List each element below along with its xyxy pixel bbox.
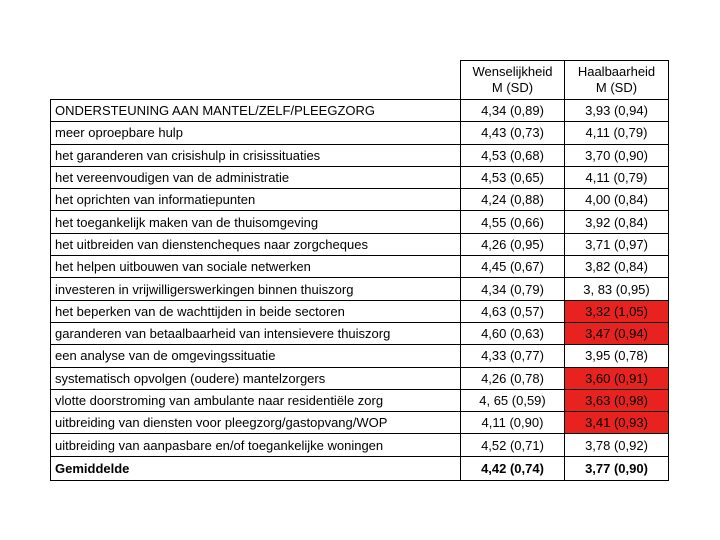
- row-label: het uitbreiden van dienstencheques naar zorgcheques: [51, 233, 461, 255]
- row-label: het toegankelijk maken van de thuisomgeving: [51, 211, 461, 233]
- haalbaarheid-value: 3,71 (0,97): [565, 233, 669, 255]
- table-body: [51, 100, 669, 457]
- wenselijkheid-value: 4,55 (0,66): [461, 211, 565, 233]
- table-row: [51, 322, 669, 344]
- row-label: uitbreiding van aanpasbare en/of toegankelijke woningen: [51, 434, 461, 456]
- haalbaarheid-value: 3,47 (0,94): [565, 322, 669, 344]
- row-label: garanderen van betaalbaarheid van intensievere thuiszorg: [51, 322, 461, 344]
- table-row: [51, 278, 669, 300]
- haalbaarheid-value: 3,41 (0,93): [565, 412, 669, 434]
- table-row: [51, 367, 669, 389]
- row-label: het beperken van de wachttijden in beide sectoren: [51, 300, 461, 322]
- header-wenselijkheid: [461, 61, 565, 100]
- wenselijkheid-value: 4,33 (0,77): [461, 345, 565, 367]
- haalbaarheid-value: 3,95 (0,78): [565, 345, 669, 367]
- table-row: [51, 256, 669, 278]
- average-label: Gemiddelde: [51, 456, 461, 480]
- wenselijkheid-value: 4,26 (0,78): [461, 367, 565, 389]
- header-haalbaarheid: [565, 61, 669, 100]
- wenselijkheid-value: 4,34 (0,89): [461, 100, 565, 122]
- haalbaarheid-value: 3,92 (0,84): [565, 211, 669, 233]
- haalbaarheid-value: 3,93 (0,94): [565, 100, 669, 122]
- table-row: [51, 122, 669, 144]
- row-label: het oprichten van informatiepunten: [51, 189, 461, 211]
- wenselijkheid-value: 4,11 (0,90): [461, 412, 565, 434]
- table-row: [51, 389, 669, 411]
- wenselijkheid-value: 4,45 (0,67): [461, 256, 565, 278]
- haalbaarheid-value: 3,78 (0,92): [565, 434, 669, 456]
- row-label: het helpen uitbouwen van sociale netwerken: [51, 256, 461, 278]
- wenselijkheid-value: 4,26 (0,95): [461, 233, 565, 255]
- header-wenselijkheid-subtitle: M (SD): [491, 80, 534, 95]
- row-label: systematisch opvolgen (oudere) mantelzorgers: [51, 367, 461, 389]
- haalbaarheid-value: 3,60 (0,91): [565, 367, 669, 389]
- header-haalbaarheid-subtitle: M (SD): [595, 80, 638, 95]
- wenselijkheid-value: 4,60 (0,63): [461, 322, 565, 344]
- row-label: een analyse van de omgevingssituatie: [51, 345, 461, 367]
- wenselijkheid-value: 4, 65 (0,59): [461, 389, 565, 411]
- row-label: meer oproepbare hulp: [51, 122, 461, 144]
- table-row: [51, 412, 669, 434]
- haalbaarheid-value: 3, 83 (0,95): [565, 278, 669, 300]
- wenselijkheid-value: 4,53 (0,68): [461, 144, 565, 166]
- wenselijkheid-value: 4,52 (0,71): [461, 434, 565, 456]
- header-haalbaarheid-title: Haalbaarheid: [577, 64, 656, 79]
- table-row: [51, 434, 669, 456]
- haalbaarheid-value: 4,11 (0,79): [565, 166, 669, 188]
- table-row: [51, 211, 669, 233]
- table-row: [51, 233, 669, 255]
- row-label: ONDERSTEUNING AAN MANTEL/ZELF/PLEEGZORG: [51, 100, 461, 122]
- header-row: [51, 61, 669, 100]
- row-label: uitbreiding van diensten voor pleegzorg/gastopvang/WOP: [51, 412, 461, 434]
- average-wenselijkheid: 4,42 (0,74): [461, 456, 565, 480]
- haalbaarheid-value: 3,63 (0,98): [565, 389, 669, 411]
- wenselijkheid-value: 4,34 (0,79): [461, 278, 565, 300]
- average-row: [51, 456, 669, 480]
- table-row: [51, 100, 669, 122]
- table-row: [51, 345, 669, 367]
- average-haalbaarheid: 3,77 (0,90): [565, 456, 669, 480]
- haalbaarheid-value: 3,32 (1,05): [565, 300, 669, 322]
- header-blank-cell: [51, 61, 461, 100]
- results-table: [50, 60, 669, 481]
- row-label: het vereenvoudigen van de administratie: [51, 166, 461, 188]
- wenselijkheid-value: 4,43 (0,73): [461, 122, 565, 144]
- row-label: vlotte doorstroming van ambulante naar residentiële zorg: [51, 389, 461, 411]
- table-row: [51, 144, 669, 166]
- wenselijkheid-value: 4,24 (0,88): [461, 189, 565, 211]
- row-label: investeren in vrijwilligerswerkingen binnen thuiszorg: [51, 278, 461, 300]
- haalbaarheid-value: 4,00 (0,84): [565, 189, 669, 211]
- table-row: [51, 166, 669, 188]
- haalbaarheid-value: 4,11 (0,79): [565, 122, 669, 144]
- row-label: het garanderen van crisishulp in crisissituaties: [51, 144, 461, 166]
- wenselijkheid-value: 4,63 (0,57): [461, 300, 565, 322]
- table-row: [51, 300, 669, 322]
- table-row: [51, 189, 669, 211]
- haalbaarheid-value: 3,70 (0,90): [565, 144, 669, 166]
- wenselijkheid-value: 4,53 (0,65): [461, 166, 565, 188]
- haalbaarheid-value: 3,82 (0,84): [565, 256, 669, 278]
- header-wenselijkheid-title: Wenselijkheid: [472, 64, 553, 79]
